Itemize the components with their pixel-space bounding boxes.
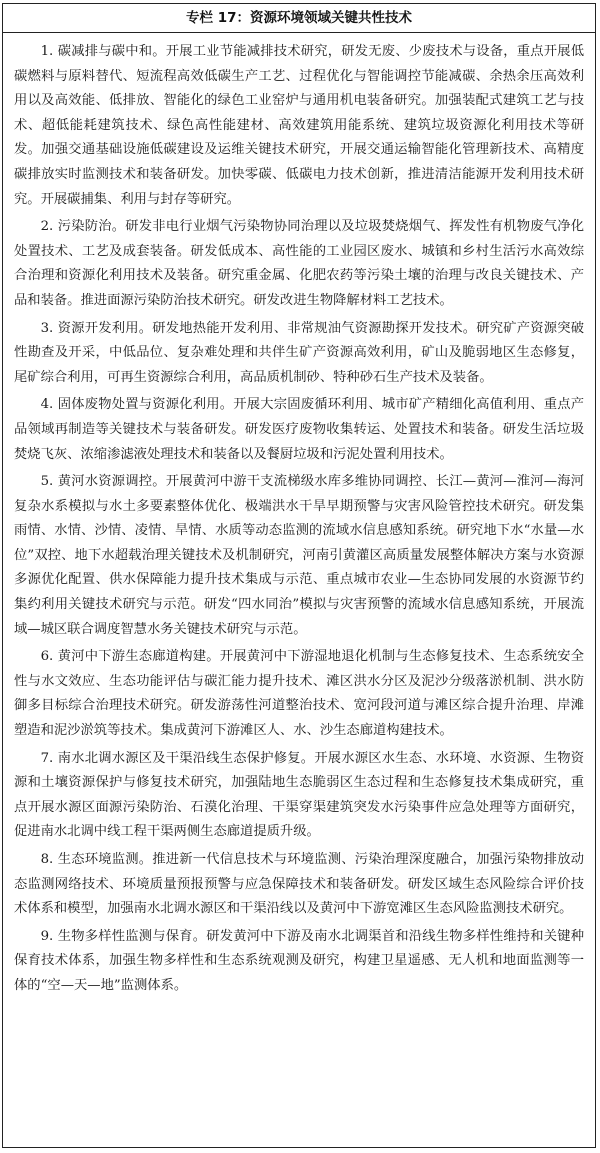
item-resource-development: 3. 资源开发利用。研发地热能开发利用、非常规油气资源勘探开发技术。研究矿产资源突破性勘查及开采，中低品位、复杂难处理和共伴生矿产资源高效利用，矿山及脆弱地区生态修复，尾矿综合利用，可再生资源综合利用，高品质机制砂、特种砂石生产技术及装备。 [14, 320, 584, 385]
item-yellow-river-water: 5. 黄河水资源调控。开展黄河中游干支流梯级水库多维协同调控、长江—黄河—淮河—海河复杂水系模拟与水土多要素整体优化、极端洪水干旱早期预警与灾害风险管控技术研究。研发集雨情、水情、沙情、凌情、旱情、水质等动态监测的流域水信息感知系统。研究地下水“水量—水位”双控、地下水超载治理关键技术及机制研究，河南引黄灌区高质量发展整体解决方案与水资源多源优化配置、供水保障能力提升技术集成与示范、重点城市农业—生态协同发展的水资源节约集约利用关键技术研究与示范。研发“四水同治”模拟与灾害预警的流域水信息感知系统，开展流域—城区联合调度智慧水务关键技术研究与示范。 [14, 474, 584, 637]
box-title: 专栏 17：资源环境领域关键共性技术 [3, 4, 595, 33]
column-box [2, 3, 596, 1148]
item-biodiversity: 9. 生物多样性监测与保育。研发黄河中下游及南水北调渠首和沿线生物多样性维持和关键种保育技术体系，加强生物多样性和生态系统观测及研究，构建卫星遥感、无人机和地面监测等一体的“空—天—地”监测体系。 [14, 928, 584, 993]
item-solid-waste: 4. 固体废物处置与资源化利用。开展大宗固废循环利用、城市矿产精细化高值利用、重点产品领域再制造等关键技术与装备研发。研发医疗废物收集转运、处置技术和装备。研发生活垃圾焚烧飞灰、浓缩渗滤液处理技术和装备以及餐厨垃圾和污泥处置利用技术。 [14, 397, 584, 462]
box-content [3, 33, 595, 999]
item-pollution-control: 2. 污染防治。研发非电行业烟气污染物协同治理以及垃圾焚烧烟气、挥发性有机物废气净化处置技术、工艺及成套装备。研发低成本、高性能的工业园区废水、城镇和乡村生活污水高效综合治理和资源化利用技术及装备。研究重金属、化肥农药等污染土壤的治理与改良关键技术、产品和装备。推进面源污染防治技术研究。研发改进生物降解材料工艺技术。 [14, 219, 584, 308]
item-ecological-corridor: 6. 黄河中下游生态廊道构建。开展黄河中下游湿地退化机制与生态修复技术、生态系统安全性与水文效应、生态功能评估与碳汇能力提升技术、滩区洪水分区及泥沙分级落淤机制、洪水防御多目标综合治理技术研究。研发游荡性河道整治技术、宽河段河道与滩区综合提升治理、岸滩塑造和泥沙淤筑等技术。集成黄河下游滩区人、水、沙生态廊道构建技术。 [14, 649, 584, 739]
item-carbon-reduction: 1. 碳减排与碳中和。开展工业节能减排技术研究，研发无废、少废技术与设备，重点开展低碳燃料与原料替代、短流程高效低碳生产工艺、过程优化与智能调控节能减碳、余热余压高效利用以及高效能、低排放、智能化的绿色工业窑炉与通用机电装备研究。加强装配式建筑工艺与技术、超低能耗建筑技术、绿色高性能建材、高效建筑用能系统、建筑垃圾资源化利用技术等研发。加强交通基础设施低碳建设及运维关键技术研究，开展交通运输智能化管理新技术、高精度碳排放实时监测技术和装备研发。加快零碳、低碳电力技术创新，推进清洁能源开发利用技术研究。开展碳捕集、利用与封存等研究。 [14, 44, 584, 207]
item-eco-monitoring: 8. 生态环境监测。推进新一代信息技术与环境监测、污染治理深度融合，加强污染物排放动态监测网络技术、环境质量预报预警与应急保障技术和装备研发。研发区域生态风险综合评价技术体系和模型，加强南水北调水源区和干渠沿线以及黄河中下游宽滩区生态风险监测技术研究。 [14, 852, 584, 917]
item-south-north-water: 7. 南水北调水源区及干渠沿线生态保护修复。开展水源区水生态、水环境、水资源、生物资源和土壤资源保护与修复技术研究，加强陆地生态脆弱区生态过程和生态修复技术集成研究，重点开展水源区面源污染防治、石漠化治理、干渠穿渠建筑突发水污染事件应急处理等方面研究，促进南水北调中线工程干渠两侧生态廊道提质升级。 [14, 750, 584, 840]
